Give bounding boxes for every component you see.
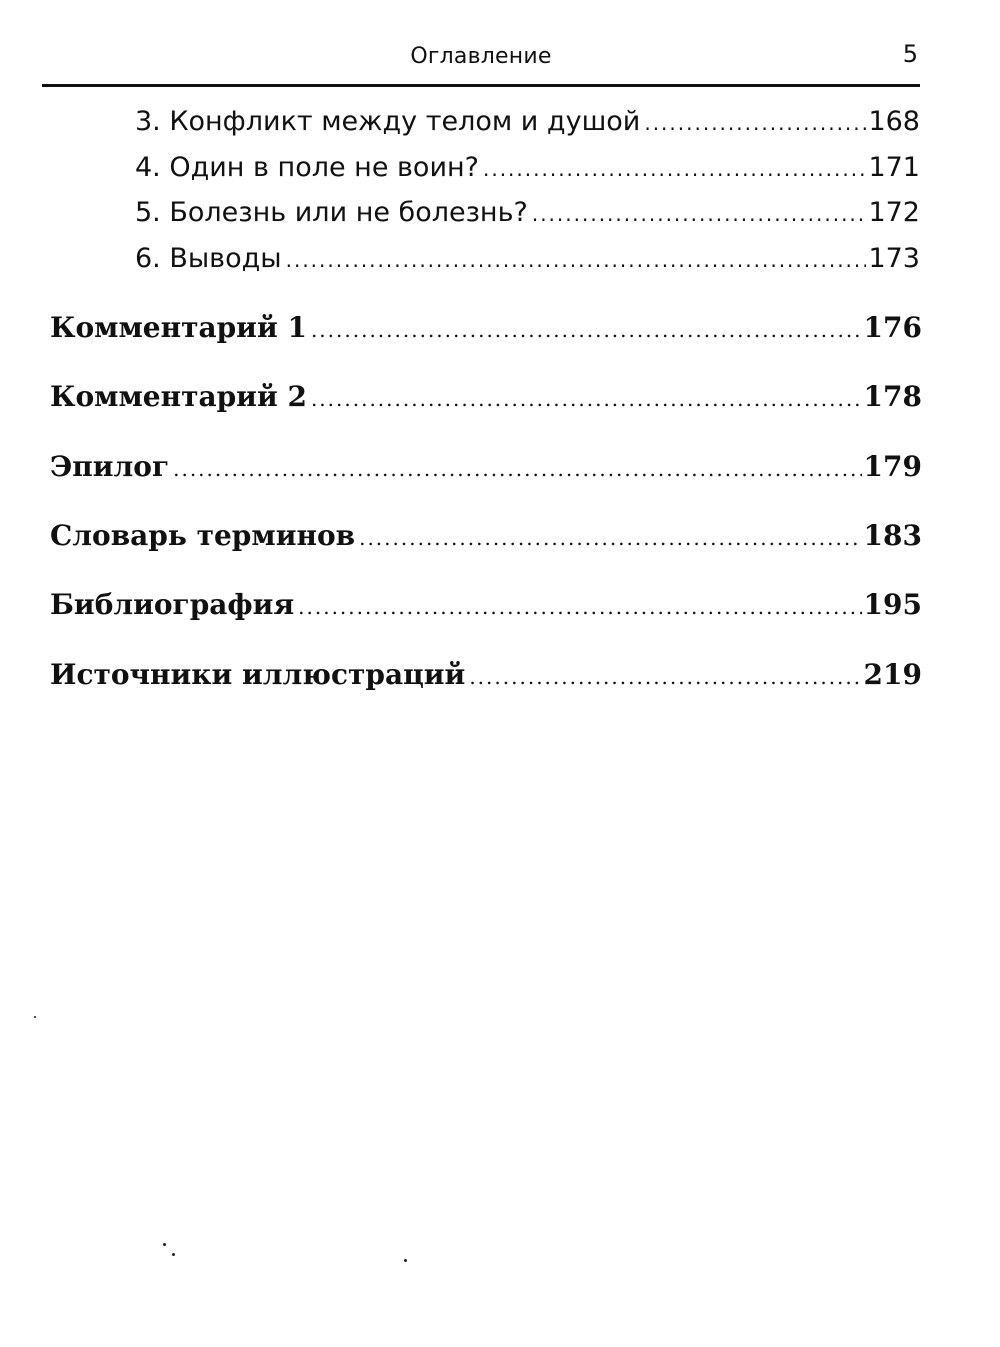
dot-leader	[311, 318, 862, 342]
dot-leader	[286, 248, 867, 272]
scan-speck	[404, 1259, 407, 1262]
toc-entry-page: 172	[868, 197, 920, 228]
toc-entry-page: 179	[863, 450, 922, 483]
dot-leader	[469, 665, 861, 689]
toc-entry-page: 173	[868, 243, 920, 274]
toc-entry-label: Источники иллюстраций	[50, 658, 466, 691]
toc-entry-label: Эпилог	[50, 450, 170, 483]
toc-entry-label: 4. Один в поле не воин?	[135, 152, 479, 183]
dot-leader	[311, 387, 862, 411]
toc-entry-glossary[interactable]	[50, 519, 922, 559]
dot-leader	[644, 111, 866, 135]
scan-speck	[172, 1253, 175, 1256]
toc-entry-page: 168	[868, 106, 920, 137]
toc-entry-epilogue[interactable]	[50, 450, 922, 490]
toc-entry-bibliography[interactable]	[50, 588, 922, 628]
scan-speck	[34, 1016, 36, 1018]
toc-entry-illustration-sources[interactable]	[50, 658, 922, 698]
scan-speck	[163, 1243, 166, 1246]
toc-entry-label: Библиография	[50, 588, 295, 621]
toc-entry-label: Комментарий 1	[50, 311, 307, 344]
toc-entry-page: 171	[868, 152, 920, 183]
toc-entry-conflict[interactable]	[135, 106, 920, 142]
toc-entry-conclusions[interactable]	[135, 243, 920, 279]
toc-entry-label: 3. Конфликт между телом и душой	[135, 106, 641, 137]
toc-entry-page: 219	[863, 658, 922, 691]
toc-entry-commentary-2[interactable]	[50, 380, 922, 420]
dot-leader	[173, 457, 861, 481]
toc-entry-alone[interactable]	[135, 152, 920, 188]
toc-entry-label: Словарь терминов	[50, 519, 356, 552]
header-title: Оглавление	[410, 44, 552, 69]
header-page-number: 5	[902, 40, 918, 68]
toc-entry-label: Комментарий 2	[50, 380, 307, 413]
dot-leader	[483, 157, 866, 181]
toc-entry-label: 5. Болезнь или не болезнь?	[135, 197, 528, 228]
toc-entry-commentary-1[interactable]	[50, 311, 922, 351]
toc-entry-page: 183	[863, 519, 922, 552]
toc-entry-label: 6. Выводы	[135, 243, 282, 274]
dot-leader	[298, 595, 861, 619]
dot-leader	[532, 202, 867, 226]
dot-leader	[359, 526, 861, 550]
toc-entry-page: 195	[863, 588, 922, 621]
toc-entry-page: 176	[863, 311, 922, 344]
toc-entry-disease[interactable]	[135, 197, 920, 233]
toc-entry-page: 178	[863, 380, 922, 413]
